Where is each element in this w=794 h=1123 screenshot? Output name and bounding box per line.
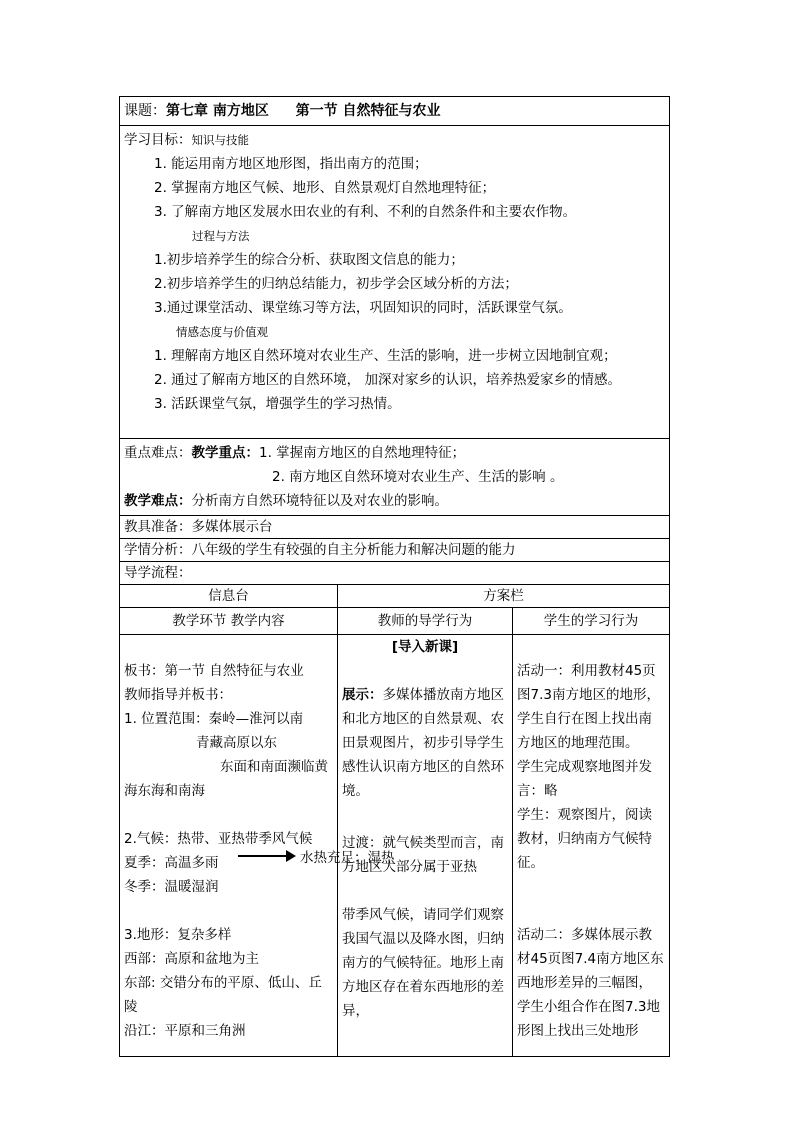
keypoints-label: 重点难点： bbox=[124, 445, 192, 461]
content-line: 3.地形：复杂多样 bbox=[124, 927, 232, 943]
content-line: 沿江：平原和三角洲 bbox=[124, 1023, 246, 1039]
arrow-right-icon bbox=[286, 850, 296, 862]
column-header bbox=[120, 608, 670, 635]
topic-section: 第一节 自然特征与农业 bbox=[295, 103, 441, 119]
objectives-row bbox=[120, 126, 670, 439]
transition-text-2: 带季风气候，请同学们观察我国气温以及降水图，归纳南方的气候特征。地形上南方地区存在着东西地形的差异， bbox=[342, 907, 504, 1019]
student-blank bbox=[517, 875, 665, 923]
topic-chapter: 第七章 南方地区 bbox=[166, 103, 269, 119]
transition-text: 过渡：就气候类型而言，南方地区大部分属于亚热 bbox=[342, 835, 504, 875]
process-item: 3.通过课堂活动、课堂练习等方法，巩固知识的同时，活跃课堂气氛。 bbox=[154, 300, 572, 316]
focus-item: 2. 南方地区自然环境对农业生产、生活的影响 。 bbox=[272, 469, 564, 485]
objectives-label: 学习目标： bbox=[124, 132, 192, 148]
prep-label: 教具准备： bbox=[124, 519, 192, 535]
activity-two: 活动二：多媒体展示教材45页图7.4南方地区东西地形差异的三幅图，学生小组合作在图7.3地形图上找出三处地形 bbox=[517, 927, 664, 1039]
difficulty-text: 分析南方自然环境特征以及对农业的影响。 bbox=[191, 493, 448, 509]
prep-value: 多媒体展示台 bbox=[191, 519, 273, 535]
content-line: 青藏高原以东 bbox=[196, 735, 277, 751]
topic-cell bbox=[120, 97, 670, 126]
process-item: 1.初步培养学生的综合分析、获取图文信息的能力； bbox=[154, 252, 464, 268]
content-line: 东部: 交错分布的平原、低山、丘陵 bbox=[124, 975, 322, 1015]
content-line: 教师指导并板书： bbox=[124, 687, 232, 703]
teacher-blank bbox=[342, 659, 508, 683]
flow-label: 导学流程： bbox=[124, 565, 192, 581]
content-header: 教学环节 教学内容 bbox=[120, 608, 338, 635]
info-header: 信息台 bbox=[120, 585, 338, 608]
content-line: 夏季：高温多雨 bbox=[124, 855, 219, 871]
content-blank bbox=[124, 803, 333, 827]
analysis-value: 八年级的学生有较强的自主分析能力和解决问题的能力 bbox=[191, 542, 516, 558]
activity-one: 活动一：利用教材45页图7.3南方地区的地形，学生自行在图上找出南方地区的地理范围。 bbox=[517, 663, 660, 751]
emotion-item: 3. 活跃课堂气氛，增强学生的学习热情。 bbox=[154, 396, 401, 412]
student-column bbox=[513, 635, 670, 1057]
prep-cell bbox=[120, 516, 670, 539]
knowledge-item: 2. 掌握南方地区气候、地形、自然景观灯自然地理特征； bbox=[154, 180, 496, 196]
column-group-header bbox=[120, 585, 670, 608]
topic-row bbox=[120, 97, 670, 126]
difficulty-label: 教学难点： bbox=[124, 493, 192, 509]
topic-label: 课题： bbox=[124, 103, 166, 119]
content-line: 冬季：温暖湿润 bbox=[124, 879, 219, 895]
content-line: 1. 位置范围：秦岭—淮河以南 bbox=[124, 711, 304, 727]
analysis-row bbox=[120, 539, 670, 562]
arrow-note: 水热充足：湿热 bbox=[300, 850, 395, 866]
knowledge-title: 知识与技能 bbox=[191, 133, 249, 147]
arrow-shaft bbox=[238, 855, 288, 857]
content-line: 板书：第一节 自然特征与农业 bbox=[124, 663, 304, 679]
content-line: 2.气候：热带、亚热带季风气候 bbox=[124, 831, 313, 847]
emotion-title: 情感态度与价值观 bbox=[176, 325, 268, 339]
show-body: 多媒体播放南方地区和北方地区的自然景观、农田景观图片，初步引导学生感性认识南方地区的自然环境。 bbox=[342, 687, 504, 799]
student-header: 学生的学习行为 bbox=[513, 608, 670, 635]
plan-header: 方案栏 bbox=[338, 585, 670, 608]
analysis-label: 学情分析： bbox=[124, 542, 192, 558]
content-blank bbox=[124, 899, 333, 923]
show-label: 展示： bbox=[342, 687, 383, 703]
show-text bbox=[342, 683, 508, 803]
focus-item: 1. 掌握南方地区的自然地理特征； bbox=[259, 445, 466, 461]
prep-row bbox=[120, 516, 670, 539]
process-title: 过程与方法 bbox=[192, 229, 250, 243]
student-present: 学生完成观察地图并发言：略 bbox=[517, 759, 652, 799]
keypoints-row bbox=[120, 439, 670, 516]
analysis-cell bbox=[120, 539, 670, 562]
lesson-plan-table bbox=[119, 96, 670, 1057]
content-line: 海东海和南海 bbox=[124, 783, 205, 799]
student-observe: 学生：观察图片，阅读教材，归纳南方气候特征。 bbox=[517, 807, 652, 871]
knowledge-item: 3. 了解南方地区发展水田农业的有利、不利的自然条件和主要农作物。 bbox=[154, 204, 577, 220]
climate-arrow-annotation bbox=[238, 846, 468, 866]
lesson-plan-document bbox=[119, 96, 669, 1057]
focus-label: 教学重点： bbox=[191, 445, 259, 461]
intro-heading: [导入新课] bbox=[391, 639, 459, 655]
content-line: 东面和南面濒临黄 bbox=[220, 759, 328, 775]
flow-cell bbox=[120, 562, 670, 585]
keypoints-cell bbox=[120, 439, 670, 516]
flow-row bbox=[120, 562, 670, 585]
emotion-item: 2. 通过了解南方地区的自然环境， 加深对家乡的认识，培养热爱家乡的情感。 bbox=[154, 372, 621, 388]
objectives-cell bbox=[120, 126, 670, 439]
knowledge-item: 1. 能运用南方地区地形图，指出南方的范围； bbox=[154, 156, 428, 172]
process-item: 2.初步培养学生的归纳总结能力，初步学会区域分析的方法； bbox=[154, 276, 518, 292]
content-line: 西部：高原和盆地为主 bbox=[124, 951, 259, 967]
teacher-header: 教师的导学行为 bbox=[338, 608, 513, 635]
emotion-item: 1. 理解南方地区自然环境对农业生产、生活的影响，进一步树立因地制宜观； bbox=[154, 348, 617, 364]
teacher-blank bbox=[342, 803, 508, 827]
